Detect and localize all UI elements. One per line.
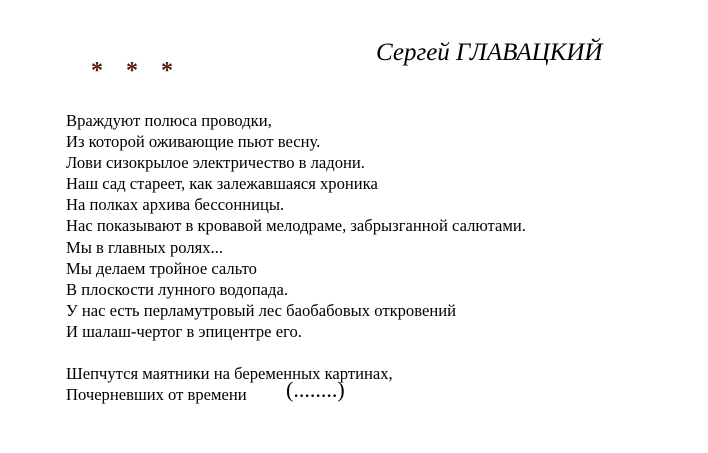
poem-line: На полках архива бессонницы.: [66, 195, 285, 215]
author-name: Сергей ГЛАВАЦКИЙ: [376, 39, 603, 66]
poem-text: [66, 110, 526, 405]
poem-line: И шалаш-чертог в эпицентре его.: [66, 321, 302, 341]
asterisk-icon: *: [91, 58, 103, 84]
asterisk-icon: *: [161, 58, 173, 84]
poem-line: У нас есть перламутровый лес баобабовых откровений: [66, 300, 456, 320]
poem-line: Шепчутся маятники на беременных картинах,: [66, 364, 393, 384]
poem-line: Враждуют полюса проводки,: [66, 111, 272, 130]
stanza-break: [66, 342, 526, 363]
poem-line: В плоскости лунного водопада.: [66, 279, 288, 299]
asterism-ornament: [91, 57, 196, 85]
poem-line: Из которой оживающие пьют весну.: [66, 132, 321, 152]
poem-line: Мы делаем тройное сальто: [66, 258, 257, 278]
poem-line: Почерневших от времени: [66, 385, 247, 405]
stanza-1: [66, 110, 526, 342]
poem-line: Мы в главных ролях...: [66, 237, 223, 257]
asterisk-icon: *: [126, 58, 138, 84]
poem-line: Наш сад стареет, как залежавшаяся хроника: [66, 174, 378, 194]
poem-line: Нас показывают в кровавой мелодраме, забрызганной салютами.: [66, 216, 526, 236]
poem-line: Лови сизокрылое электричество в ладони.: [66, 153, 365, 173]
continuation-ellipsis: (........): [286, 377, 345, 402]
